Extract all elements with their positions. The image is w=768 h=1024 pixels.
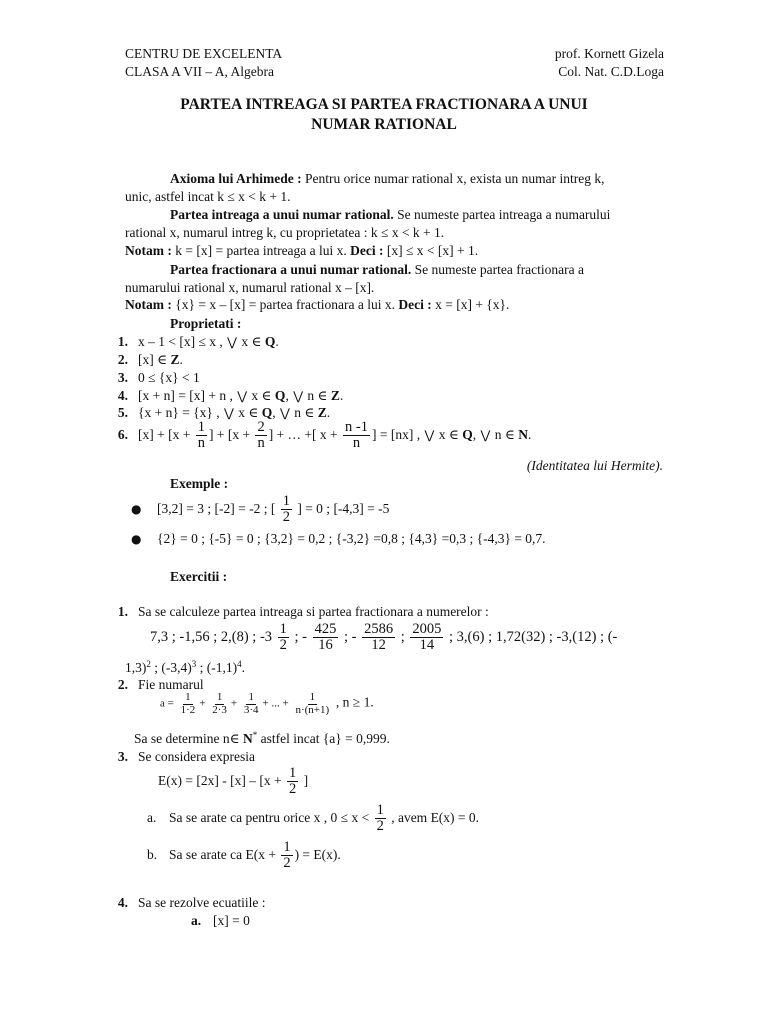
exercise-3: 3. Se considera expresia	[117, 749, 255, 764]
exercise-3b: b. Sa se arate ca E(x + $\frac{1}{2}$ ) = E(x).	[147, 839, 341, 872]
property-6: 6. [x] + [x + $\frac{1}{n}$ ] + [x + $\frac{2}{n}$ ] + … +[ x + $\frac{n -1}{n}$ ] = [nx] , ⋁ x ∈ Q, ⋁ n ∈ N.	[117, 419, 532, 452]
header-right-line2: Col. Nat. C.D.Loga	[558, 64, 664, 79]
fraction: $\frac{n -1}{n}$	[345, 419, 368, 452]
bullet-icon: ●	[131, 532, 142, 546]
fraction: $\frac{1}{n\cdot(n+1)}$	[295, 691, 330, 716]
fraction: $\frac{2005}{14}$	[412, 621, 442, 654]
fraction: $\frac{1}{3\cdot 4}$	[243, 691, 259, 716]
example-2: ● {2} = 0 ; {-5} = 0 ; {3,2} = 0,2 ; {-3,2} =0,8 ; {4,3} =0,3 ; {-4,3} = 0,7.	[131, 531, 546, 546]
property-3: 3. 0 ≤ {x} < 1	[117, 370, 200, 385]
exercise-2: 2. Fie numarul	[117, 677, 204, 692]
forall-icon: ⋁	[224, 406, 234, 420]
property-2: 2. [x] ∈ Z.	[117, 352, 183, 367]
intreaga-label: Partea intreaga a unui numar rational.	[170, 207, 394, 222]
fraction: $\frac{1}{2\cdot 3}$	[212, 691, 227, 716]
fractionara-notam: Notam : {x} = x – [x] = partea fractionara a lui x. Deci : x = [x] + {x}.	[125, 297, 510, 312]
fraction: $\frac{1}{2}$	[279, 621, 287, 654]
fractionara-line2: numarului rational x, numarul rational x – [x].	[125, 280, 375, 295]
fraction: $\frac{1}{2}$	[376, 802, 384, 835]
forall-icon: ⋁	[237, 389, 248, 403]
fraction: $\frac{1}{2}$	[282, 493, 290, 526]
exercise-4a: a. [x] = 0	[191, 913, 250, 928]
exercitii-heading: Exercitii :	[170, 569, 228, 584]
axioma-label: Axioma lui Arhimede :	[170, 171, 302, 186]
property-4: 4. [x + n] = [x] + n , ⋁ x ∈ Q, ⋁ n ∈ Z.	[117, 388, 344, 403]
exercise-2-sum: a = $\frac{1}{1\cdot 2}$ + $\frac{1}{2\cdot 3}$ + $\frac{1}{3\cdot 4}$ + ... + $\frac{1}{n\cdot(n+1)}$ , n ≥ 1.	[160, 691, 374, 716]
forall-icon: ⋁	[293, 389, 304, 403]
page-title-line1: PARTEA INTREAGA SI PARTEA FRACTIONARA A UNUI	[180, 96, 588, 113]
header-left-line1: CENTRU DE EXCELENTA	[125, 46, 283, 61]
fraction: $\frac{1}{2}$	[283, 839, 291, 872]
fraction: $\frac{2}{n}$	[257, 419, 265, 452]
forall-icon: ⋁	[280, 406, 290, 420]
forall-icon: ⋁	[480, 427, 491, 442]
forall-icon: ⋁	[424, 427, 435, 442]
example-1: ● [3,2] = 3 ; [-2] = -2 ; [ $\frac{1}{2}$ ] = 0 ; [-4,3] = -5	[131, 493, 390, 526]
exercise-1-numbers: 7,3 ; -1,56 ; 2,(8) ; -3 $\frac{1}{2}$ ; - $\frac{425}{16}$ ; - $\frac{2586}{12}$ ; $\frac{2005}{14}$ ; 3,(6) ; 1,72(32) ; -3,(12) ; (-	[150, 621, 618, 654]
page-title-line2: NUMAR RATIONAL	[311, 116, 457, 133]
exercise-4: 4. Sa se rezolve ecuatiile :	[117, 895, 266, 910]
proprietati-heading: Proprietati :	[170, 316, 242, 331]
exercise-1: 1. Sa se calculeze partea intreaga si partea fractionara a numerelor :	[117, 604, 489, 619]
exercise-3a: a. Sa se arate ca pentru orice x , 0 ≤ x < $\frac{1}{2}$ , avem E(x) = 0.	[147, 802, 480, 835]
fraction: $\frac{425}{16}$	[314, 621, 337, 654]
header-left-line2: CLASA A VII – A, Algebra	[125, 64, 275, 79]
exercise-3-expression: E(x) = [2x] - [x] – [x + $\frac{1}{2}$ ]	[158, 765, 309, 798]
intreaga-notam: Notam : k = [x] = partea intreaga a lui x. Deci : [x] ≤ x < [x] + 1.	[125, 243, 479, 258]
axioma-text1: Pentru orice numar rational x, exista un numar intreg k,	[301, 171, 605, 186]
fraction: $\frac{2586}{12}$	[364, 621, 394, 654]
property-5: 5. {x + n} = {x} , ⋁ x ∈ Q, ⋁ n ∈ Z.	[117, 405, 331, 420]
fractionara-line1: Partea fractionara a unui numar rational. Se numeste partea fractionara a	[170, 262, 585, 277]
exercise-2-question: Sa se determine n∈ N* astfel incat {a} = 0,999.	[134, 730, 390, 746]
intreaga-line1: Partea intreaga a unui numar rational. Se numeste partea intreaga a numarului	[170, 207, 611, 222]
exercise-1-numbers-cont: 1,3)$^2$ ; $(-3,4)^3$ ; $(-1,1)^4$.	[125, 659, 245, 675]
hermite-note: (Identitatea lui Hermite).	[526, 458, 663, 473]
forall-icon: ⋁	[227, 335, 237, 349]
property-1: 1. x – 1 < [x] ≤ x , ⋁ x ∈ Q.	[117, 334, 279, 349]
fraction: $\frac{1}{2}$	[288, 765, 297, 798]
intreaga-line2: rational x, numarul intreg k, cu proprietatea : k ≤ x < k + 1.	[125, 225, 445, 240]
exemple-heading: Exemple :	[170, 476, 229, 491]
header-right-line1: prof. Kornett Gizela	[554, 46, 664, 61]
fractionara-label: Partea fractionara a unui numar rational.	[170, 262, 412, 277]
axioma-line2: unic, astfel incat k ≤ x < k + 1.	[125, 189, 291, 204]
axioma-line1	[170, 171, 605, 187]
bullet-icon: ●	[131, 501, 142, 516]
fraction: $\frac{1}{1\cdot 2}$	[180, 691, 196, 716]
fraction: $\frac{1}{n}$	[197, 419, 205, 452]
